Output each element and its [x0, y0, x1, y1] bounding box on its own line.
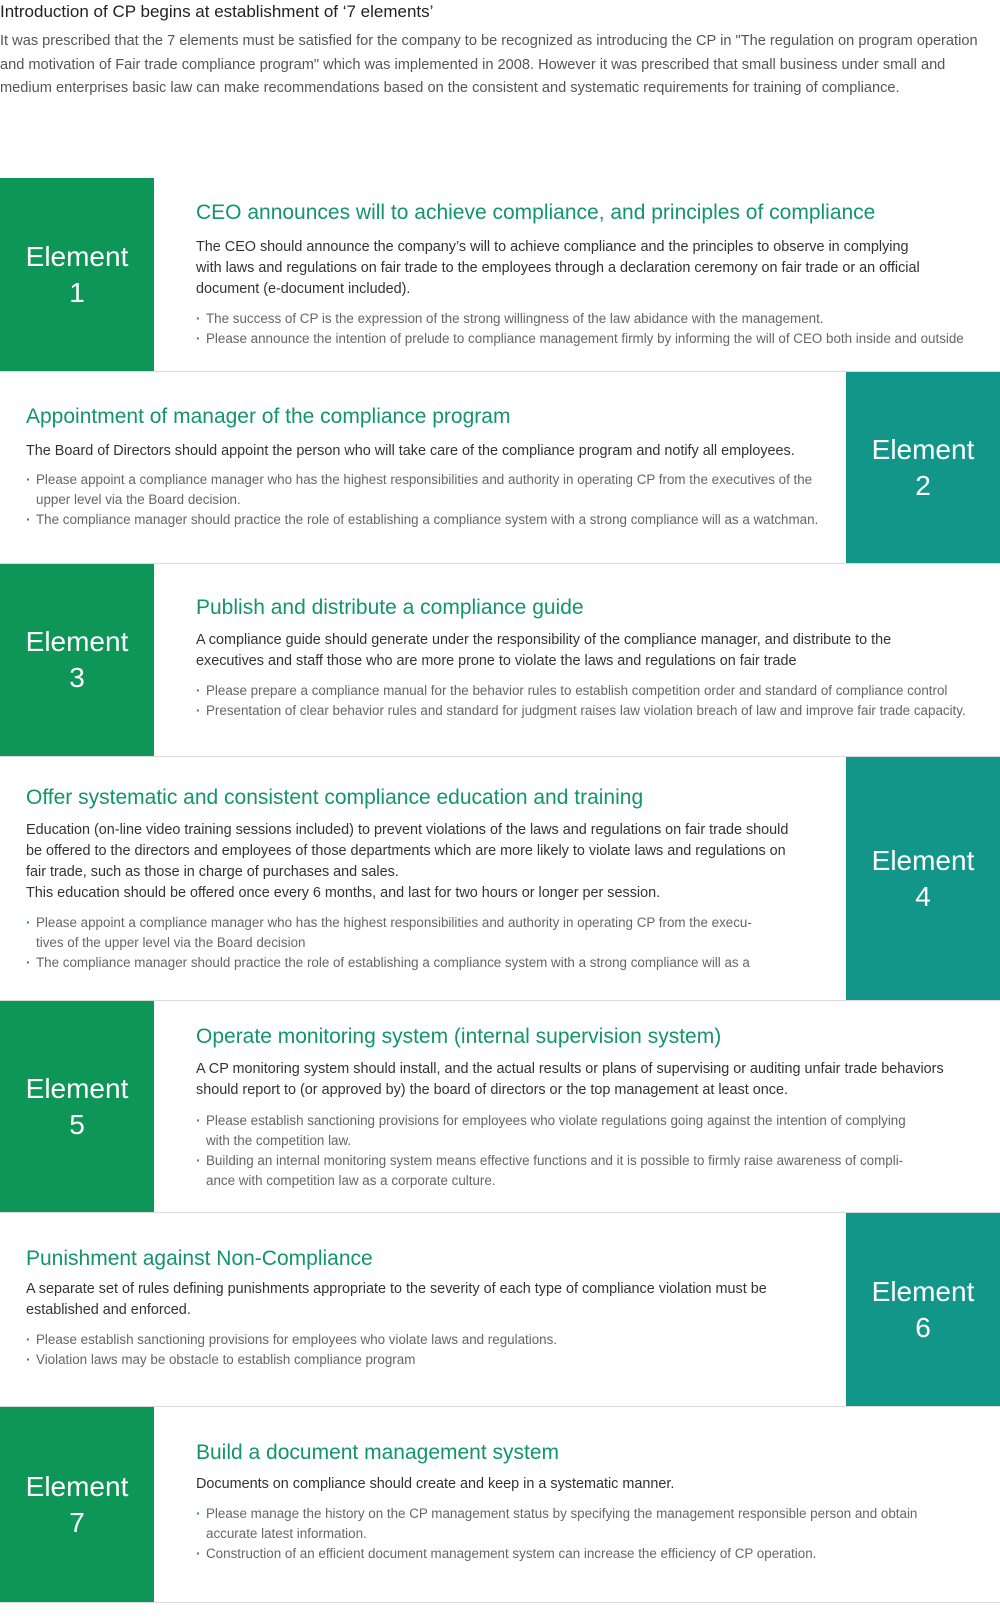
element-4 — [0, 757, 1000, 1001]
element-7-badge — [0, 1407, 154, 1602]
element-badge-number: 1 — [69, 276, 85, 308]
list-item: · Please manage the history on the CP management status by specifying the management responsible person and obtain accurate latest information. — [196, 1504, 926, 1544]
list-item: · Building an internal monitoring system means effective functions and it is possible to firmly raise awareness of compli-ance with competition law as a corporate culture. — [196, 1151, 921, 1191]
element-title: Build a document management system — [196, 1441, 560, 1464]
element-badge-word: Element — [871, 1275, 975, 1307]
element-3-badge — [0, 564, 154, 756]
element-1 — [0, 178, 1000, 372]
element-badge-number: 3 — [69, 662, 85, 693]
element-description: A CP monitoring system should install, and the actual results or plans of supervising or auditing unfair trade behaviors should report to (or approved by) the board of directors or the top management at least once. — [196, 1061, 944, 1098]
element-2 — [0, 372, 1000, 564]
element-3 — [0, 564, 1000, 757]
element-bullets — [26, 470, 821, 530]
element-bullets — [196, 1111, 921, 1191]
element-description: A compliance guide should generate under the responsibility of the compliance manager, and distribute to the executives and staff those who are more prone to violate the laws and regulations on fair trade — [196, 632, 892, 669]
element-7 — [0, 1407, 1000, 1603]
element-description: Education (on-line video training sessions included) to prevent violations of the laws and regulations on fair trade should be offered to the directors and employees of those departments which are more likely to violate laws and regulations on fair trade, such as those in charge of purchases and sales. — [26, 822, 789, 880]
element-title: Publish and distribute a compliance guide — [196, 596, 584, 619]
element-5 — [0, 1001, 1000, 1213]
element-6-badge — [846, 1213, 1000, 1406]
list-item: · The success of CP is the expression of the strong willingness of the law abidance with the management. — [196, 309, 986, 329]
list-item: · Please prepare a compliance manual for the behavior rules to establish competition order and standard of compliance control — [196, 681, 986, 701]
element-badge-word: Element — [25, 626, 129, 657]
element-5-content — [196, 1001, 986, 1191]
element-description: Documents on compliance should create and keep in a systematic manner. — [196, 1476, 675, 1492]
element-bullets — [196, 1504, 926, 1564]
element-description-extra: This education should be offered once every 6 months, and last for two hours or longer per session. — [26, 885, 661, 901]
element-title: Operate monitoring system (internal supervision system) — [196, 1025, 722, 1048]
element-badge-number: 2 — [915, 469, 931, 501]
element-description: The Board of Directors should appoint the person who will take care of the compliance program and notify all employees. — [26, 443, 795, 459]
element-bullets — [26, 913, 766, 973]
element-2-content — [26, 372, 836, 530]
list-item: · The compliance manager should practice the role of establishing a compliance system with a strong compliance will as a — [26, 953, 766, 973]
element-bullets — [196, 309, 986, 349]
element-5-badge — [0, 1001, 154, 1212]
list-item: · Please announce the intention of prelude to compliance management firmly by informing the will of CEO both inside and outside — [196, 329, 986, 349]
element-7-content — [196, 1407, 986, 1564]
element-title: Punishment against Non-Compliance — [26, 1247, 373, 1270]
element-badge-word: Element — [871, 844, 975, 876]
element-2-badge — [846, 372, 1000, 563]
element-1-content — [196, 178, 986, 349]
element-badge-word: Element — [25, 240, 129, 272]
element-badge-word: Element — [871, 433, 975, 465]
element-title: Offer systematic and consistent compliance education and training — [26, 786, 644, 809]
element-title: Appointment of manager of the compliance program — [26, 405, 511, 428]
list-item: · Please establish sanctioning provisions for employees who violate laws and regulations. — [26, 1330, 836, 1350]
element-badge-number: 4 — [915, 880, 931, 912]
list-item: · Violation laws may be obstacle to establish compliance program — [26, 1350, 836, 1370]
element-6-content — [26, 1213, 836, 1370]
intro-text: It was prescribed that the 7 elements must be satisfied for the company to be recognized as introducing the CP in "The regulation on program operation and motivation of Fair trade compliance program" which was implemented in 2008. However it was prescribed that small business under small and medium enterprises basic law can make recommendations based on the consistent and systematic requirements for training of compliance. — [0, 33, 978, 96]
element-bullets — [26, 1330, 836, 1370]
element-badge-number: 6 — [915, 1311, 931, 1343]
element-badge-number: 5 — [69, 1108, 85, 1140]
element-4-badge — [846, 757, 1000, 1000]
element-1-badge — [0, 178, 154, 371]
element-badge-word: Element — [25, 1470, 129, 1502]
intro-section — [0, 0, 990, 101]
list-item: · The compliance manager should practice the role of establishing a compliance system with a strong compliance will as a watchman. — [26, 510, 821, 530]
element-description: The CEO should announce the company’s will to achieve compliance and the principles to observe in complying with laws and regulations on fair trade to the employees through a declaration ceremony on fair trade or an official document (e-document included). — [196, 239, 920, 297]
intro-title: Introduction of CP begins at establishment of ‘7 elements’ — [0, 2, 434, 21]
list-item: · Please appoint a compliance manager who has the highest responsibilities and authority in operating CP from the executives of the upper level via the Board decision. — [26, 470, 821, 510]
list-item: · Please establish sanctioning provisions for employees who violate regulations going against the intention of complying with the competition law. — [196, 1111, 921, 1151]
element-badge-number: 7 — [69, 1506, 85, 1538]
list-item: · Construction of an efficient document management system can increase the efficiency of CP operation. — [196, 1544, 926, 1564]
element-4-content — [26, 757, 836, 973]
list-item: · Please appoint a compliance manager who has the highest responsibilities and authority in operating CP from the execu-tives of the upper level via the Board decision — [26, 913, 766, 953]
element-bullets — [196, 681, 986, 721]
element-badge-word: Element — [25, 1072, 129, 1104]
element-description: A separate set of rules defining punishments appropriate to the severity of each type of compliance violation must be established and enforced. — [26, 1281, 767, 1318]
element-title: CEO announces will to achieve compliance, and principles of compliance — [196, 201, 876, 224]
element-3-content — [196, 564, 986, 721]
element-6 — [0, 1213, 1000, 1407]
list-item: · Presentation of clear behavior rules and standard for judgment raises law violation breach of law and improve fair trade capacity. — [196, 701, 986, 721]
